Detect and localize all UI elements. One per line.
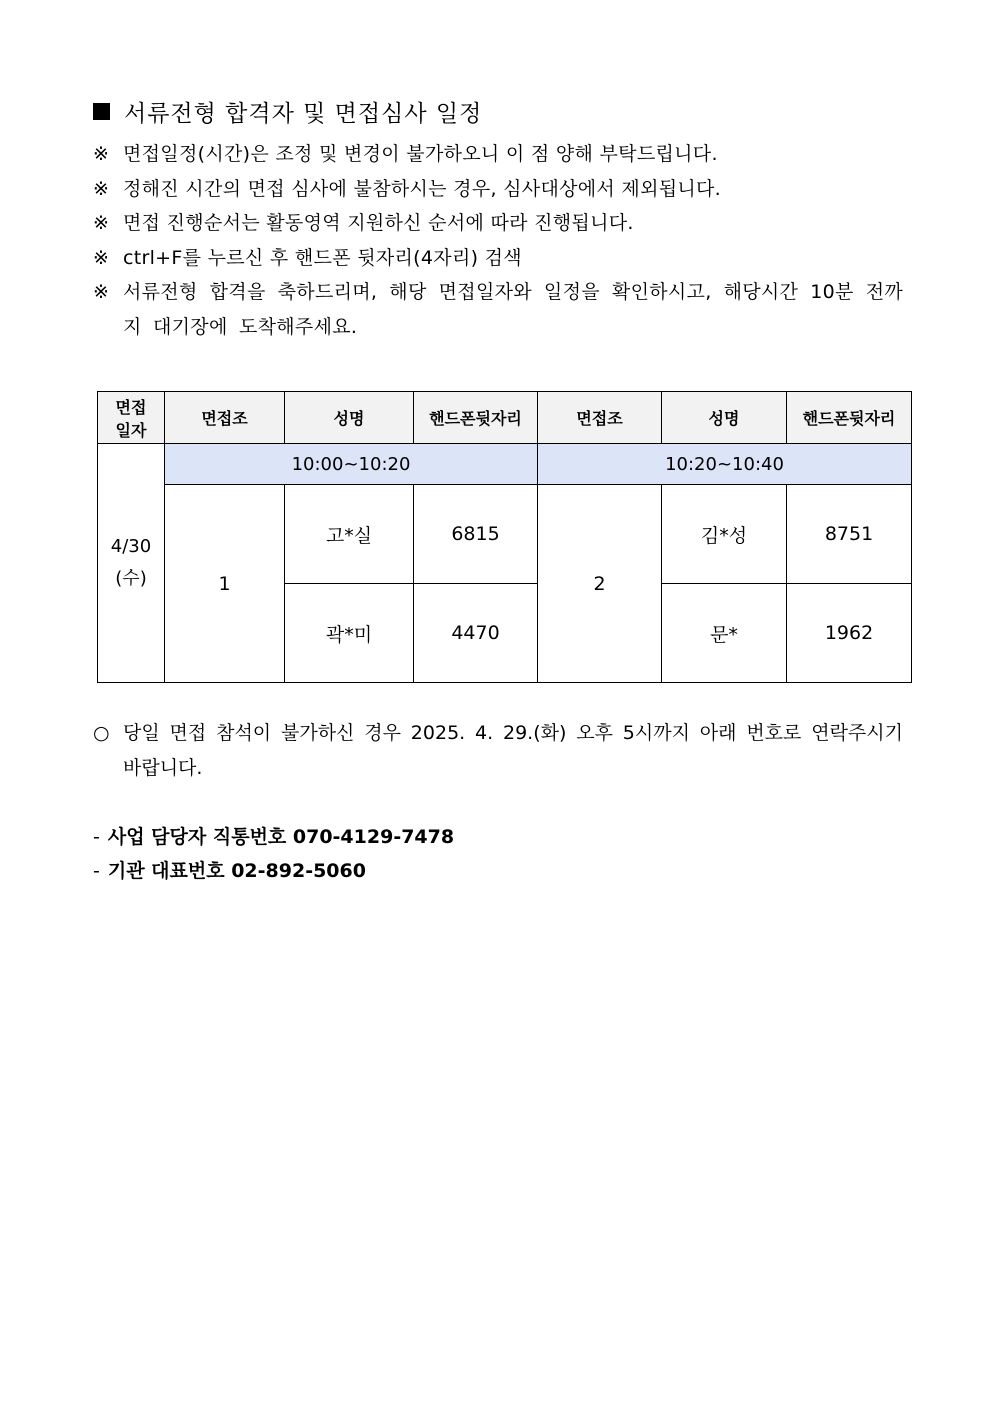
time-slot-1: 10:00~10:20 <box>165 444 538 485</box>
reference-mark-icon: ※ <box>93 212 110 234</box>
notice-list <box>93 137 903 345</box>
table-row <box>98 485 912 584</box>
phone-last-digits: 4470 <box>414 584 538 683</box>
reference-mark-icon: ※ <box>93 246 110 269</box>
notice-item: ※ 면접일정(시간)은 조정 및 변경이 불가하오니 이 점 양해 부탁드립니다. <box>93 137 903 172</box>
header-name: 성명 <box>285 392 414 444</box>
applicant-name: 고*실 <box>285 485 414 584</box>
header-name: 성명 <box>662 392 787 444</box>
contact-main-phone: 기관 대표번호 02-892-5060 <box>107 860 366 882</box>
time-slot-2: 10:20~10:40 <box>538 444 912 485</box>
header-phone: 핸드폰뒷자리 <box>787 392 912 444</box>
applicant-name: 곽*미 <box>285 584 414 683</box>
applicant-name: 문* <box>662 584 787 683</box>
phone-last-digits: 6815 <box>414 485 538 584</box>
notice-item: ※ 서류전형 합격을 축하드리며, 해당 면접일자와 일정을 확인하시고, 해당시간 10분 전까지 대기장에 도착해주세요. <box>93 275 903 345</box>
circle-bullet-icon: ○ <box>93 722 110 744</box>
section-heading <box>93 95 482 128</box>
absence-notice: ○ 당일 면접 참석이 불가하신 경우 2025. 4. 29.(화) 오후 5시까지 아래 번호로 연락주시기 바랍니다. <box>93 716 903 786</box>
contact-item: - 사업 담당자 직통번호 070-4129-7478 <box>93 826 455 848</box>
header-group: 면접조 <box>165 392 285 444</box>
interview-schedule-table <box>97 391 912 683</box>
table-header-row <box>98 392 912 444</box>
reference-mark-icon: ※ <box>93 177 110 200</box>
contact-list <box>93 820 454 888</box>
time-slot-row <box>98 444 912 485</box>
group-number: 1 <box>165 485 285 683</box>
header-interview-date: 면접 일자 <box>98 392 165 444</box>
notice-item: ※ 면접 진행순서는 활동영역 지원하신 순서에 따라 진행됩니다. <box>93 206 903 241</box>
notice-item: ※ 정해진 시간의 면접 심사에 불참하시는 경우, 심사대상에서 제외됩니다. <box>93 172 903 207</box>
reference-mark-icon: ※ <box>93 281 110 303</box>
contact-item: - 기관 대표번호 02-892-5060 <box>93 860 366 882</box>
heading-text: 서류전형 합격자 및 면접심사 일정 <box>124 101 483 127</box>
contact-manager-phone: 사업 담당자 직통번호 070-4129-7478 <box>107 826 455 848</box>
interview-date-cell: 4/30 (수) <box>98 444 165 683</box>
phone-last-digits: 1962 <box>787 584 912 683</box>
group-number: 2 <box>538 485 662 683</box>
applicant-name: 김*성 <box>662 485 787 584</box>
header-phone: 핸드폰뒷자리 <box>414 392 538 444</box>
notice-item: ※ ctrl+F를 누르신 후 핸드폰 뒷자리(4자리) 검색 <box>93 241 903 276</box>
square-bullet-icon <box>93 103 110 120</box>
phone-last-digits: 8751 <box>787 485 912 584</box>
header-group: 면접조 <box>538 392 662 444</box>
reference-mark-icon: ※ <box>93 143 110 165</box>
